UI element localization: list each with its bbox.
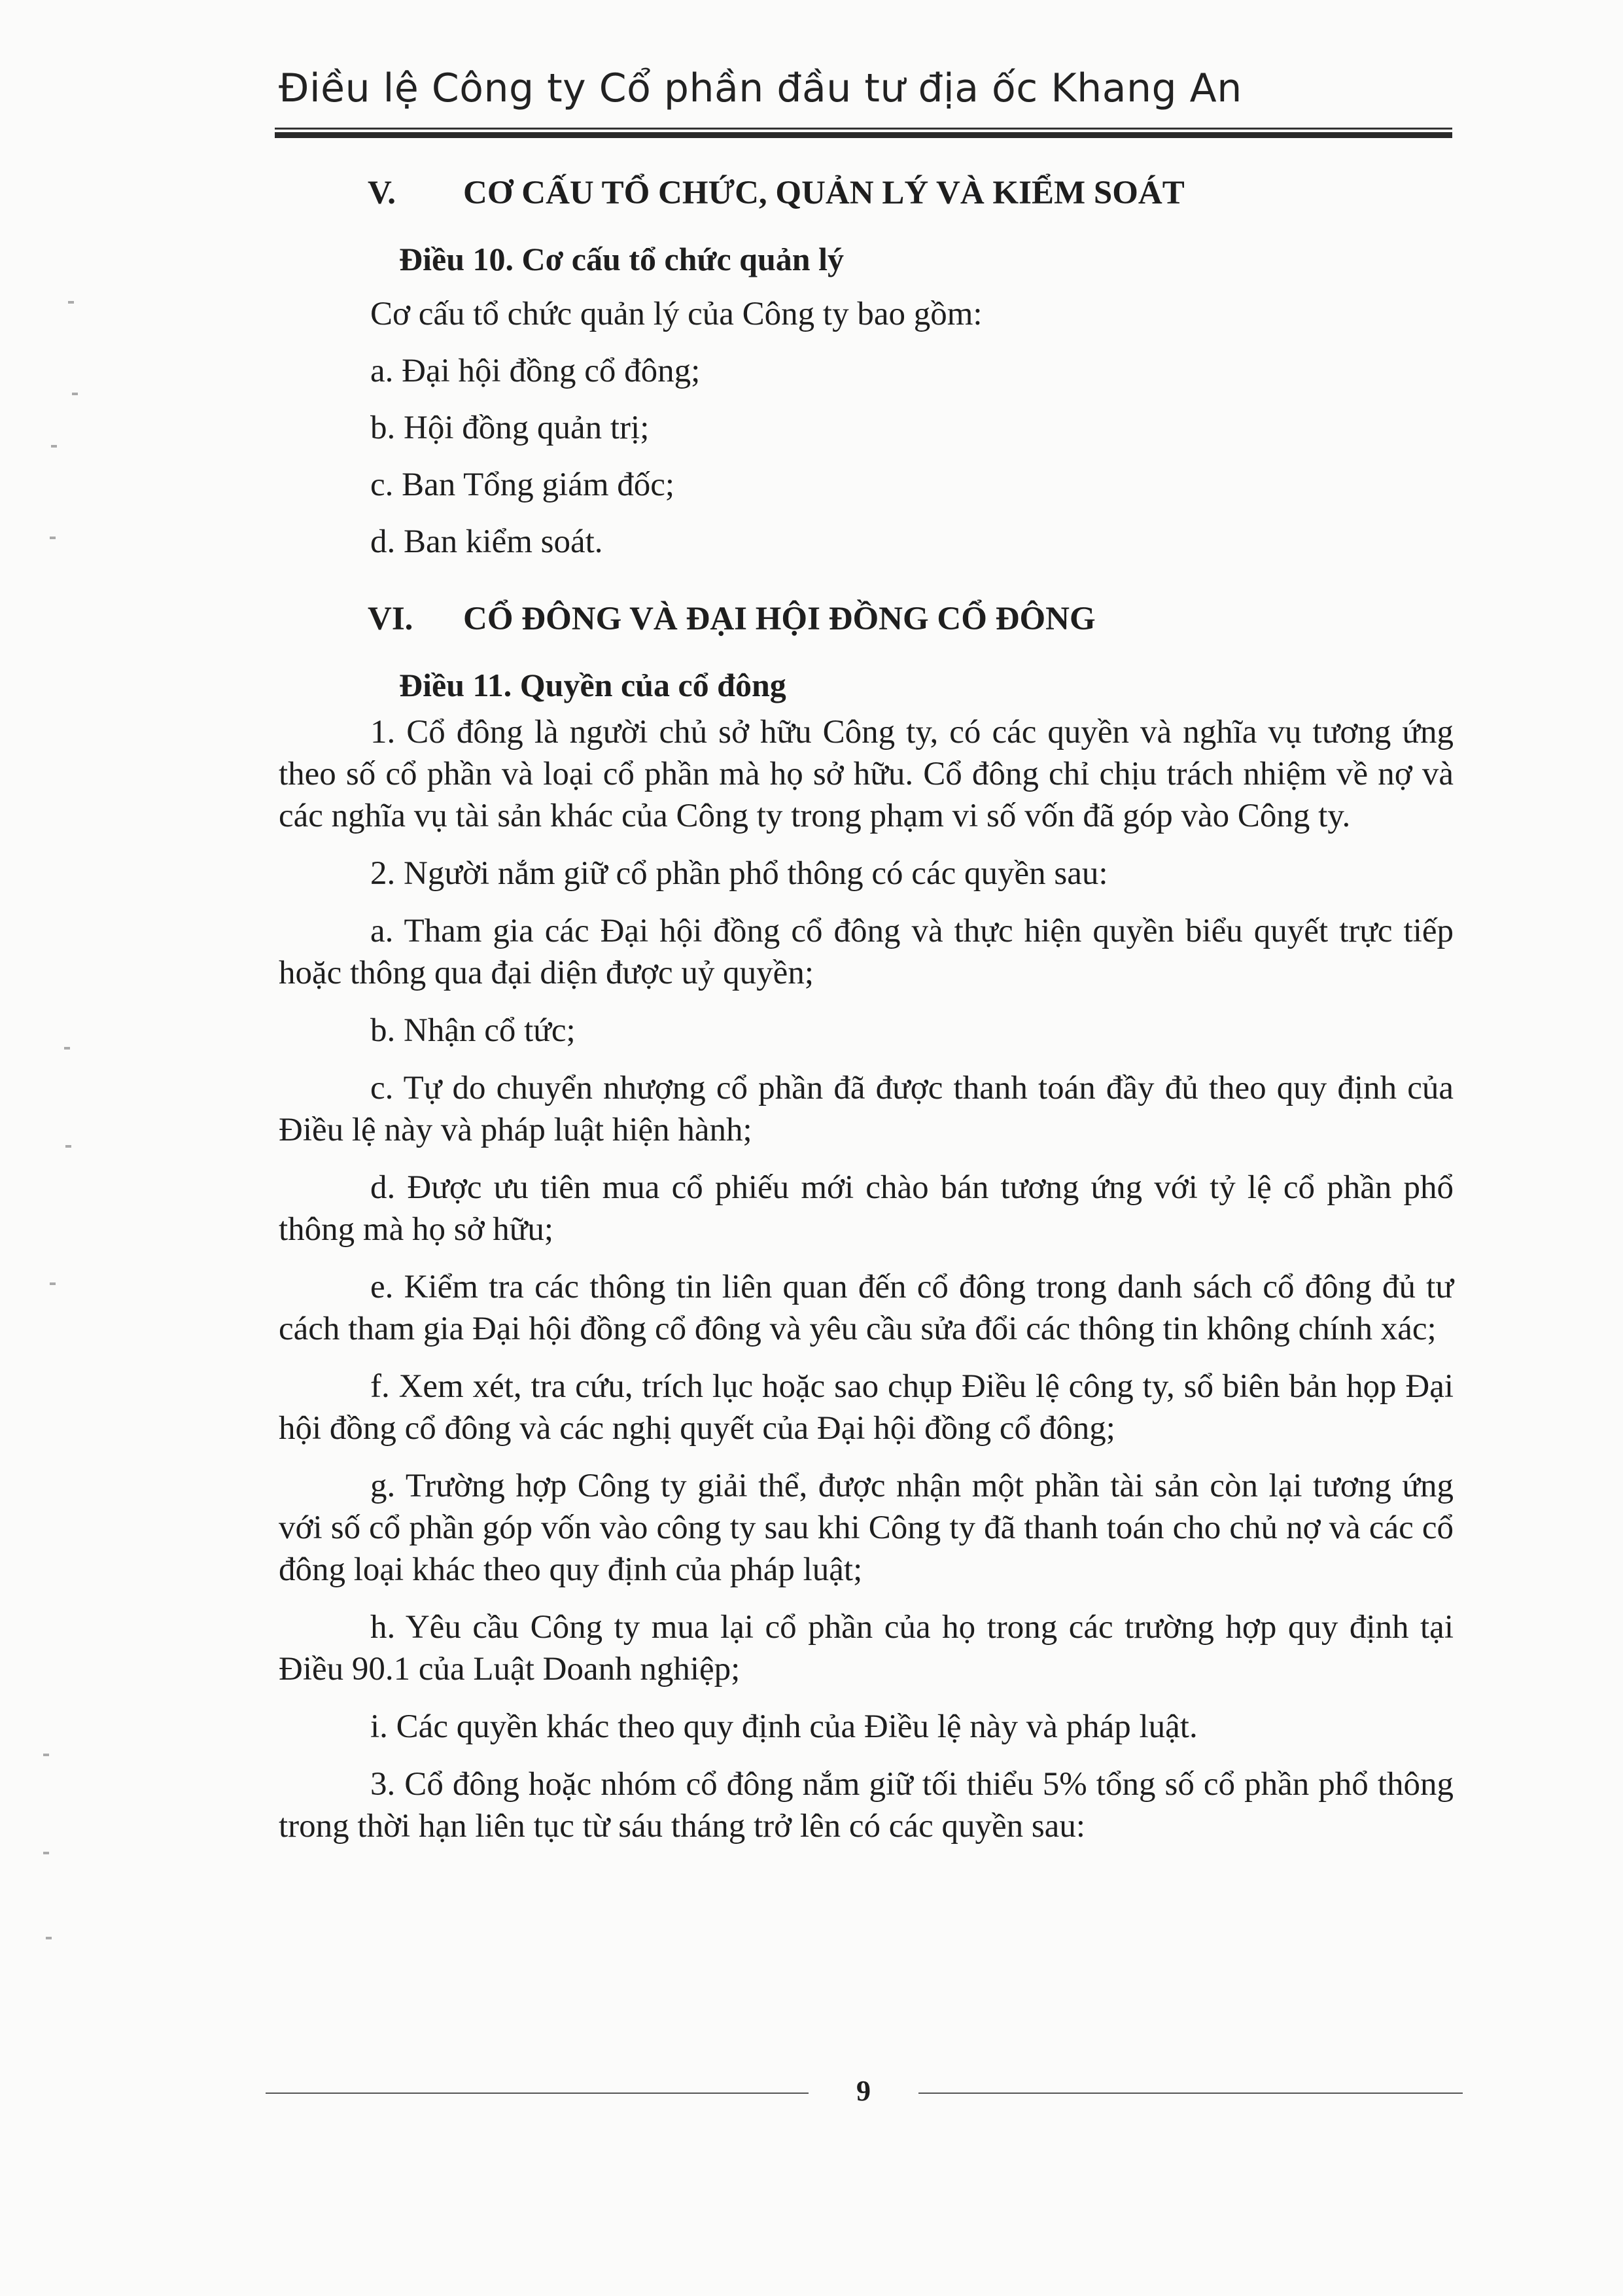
clause-a: a. Tham gia các Đại hội đồng cổ đông và thực hiện quyền biểu quyết trực tiếp hoặc thông qua đại diện được uỷ quyền; — [279, 913, 1454, 991]
list-item-d: d. Ban kiểm soát. — [370, 523, 603, 560]
clause-f: f. Xem xét, tra cứu, trích lục hoặc sao chụp Điều lệ công ty, sổ biên bản họp Đại hội đồng cổ đông và các nghị quyết của Đại hội đồng cổ đông; — [279, 1368, 1454, 1447]
section-heading-v — [368, 164, 1454, 222]
list-item-c: c. Ban Tổng giám đốc; — [370, 466, 675, 503]
clause-b: b. Nhận cổ tức; — [370, 1012, 576, 1049]
page-content — [279, 164, 1454, 1863]
clause-h: h. Yêu cầu Công ty mua lại cổ phần của họ trong các trường hợp quy định tại Điều 90.1 của Luật Doanh nghiệp; — [279, 1609, 1454, 1687]
section-title: CƠ CẤU TỔ CHỨC, QUẢN LÝ VÀ KIỂM SOÁT — [463, 175, 1185, 211]
article-10-title: Điều 10. Cơ cấu tổ chức quản lý — [399, 241, 844, 277]
clause-c: c. Tự do chuyển nhượng cổ phần đã được thanh toán đầy đủ theo quy định của Điều lệ này và pháp luật hiện hành; — [279, 1070, 1454, 1148]
section-heading-vi — [368, 590, 1454, 648]
paragraph-3: 3. Cổ đông hoặc nhóm cổ đông nắm giữ tối thiểu 5% tổng số cổ phần phổ thông trong thời hạn liên tục từ sáu tháng trở lên có các quyền sau: — [279, 1766, 1454, 1845]
header-rule-thick — [275, 132, 1452, 138]
footer-rule-left — [266, 2093, 809, 2094]
scan-speck — [43, 1852, 49, 1854]
article-11-title: Điều 11. Quyền của cổ đông — [399, 667, 786, 703]
article-10-intro: Cơ cấu tổ chức quản lý của Công ty bao gồm: — [370, 295, 983, 332]
scan-speck — [51, 445, 57, 448]
clause-d: d. Được ưu tiên mua cổ phiếu mới chào bán tương ứng với tỷ lệ cổ phần phổ thông mà họ sở hữu; — [279, 1169, 1454, 1248]
clause-g: g. Trường hợp Công ty giải thể, được nhận một phần tài sản còn lại tương ứng với số cổ phần góp vốn vào công ty sau khi Công ty đã thanh toán cho chủ nợ và các cổ đông loại khác theo quy định của pháp luật; — [279, 1468, 1454, 1588]
scan-speck — [64, 1047, 70, 1050]
list-item-b: b. Hội đồng quản trị; — [370, 409, 650, 446]
section-title: CỔ ĐÔNG VÀ ĐẠI HỘI ĐỒNG CỔ ĐÔNG — [463, 601, 1096, 637]
list-item-a: a. Đại hội đồng cổ đông; — [370, 352, 701, 389]
clause-e: e. Kiểm tra các thông tin liên quan đến cổ đông trong danh sách cổ đông đủ tư cách tham gia Đại hội đồng cổ đông và yêu cầu sửa đổi các thông tin không chính xác; — [279, 1269, 1454, 1347]
paragraph-2: 2. Người nắm giữ cổ phần phổ thông có các quyền sau: — [370, 855, 1108, 892]
scan-speck — [43, 1754, 49, 1756]
scan-speck — [50, 537, 56, 539]
page-number: 9 — [856, 2075, 871, 2107]
paragraph-1: 1. Cổ đông là người chủ sở hữu Công ty, có các quyền và nghĩa vụ tương ứng theo số cổ phần và loại cổ phần mà họ sở hữu. Cổ đông chỉ chịu trách nhiệm về nợ và các nghĩa vụ tài sản khác của Công ty trong phạm vi số vốn đã góp vào Công ty. — [279, 714, 1454, 834]
scan-speck — [50, 1282, 56, 1285]
section-number: VI. — [368, 601, 413, 637]
footer-rule-right — [918, 2093, 1463, 2094]
scan-speck — [72, 393, 78, 395]
scan-speck — [68, 301, 74, 304]
section-number: V. — [368, 175, 396, 211]
clause-i: i. Các quyền khác theo quy định của Điều lệ này và pháp luật. — [370, 1708, 1198, 1745]
header-rule — [275, 128, 1452, 130]
scan-speck — [46, 1937, 52, 1939]
scan-speck — [65, 1145, 71, 1148]
document-header-title: Điều lệ Công ty Cổ phần đầu tư địa ốc Khang An — [279, 65, 1242, 111]
